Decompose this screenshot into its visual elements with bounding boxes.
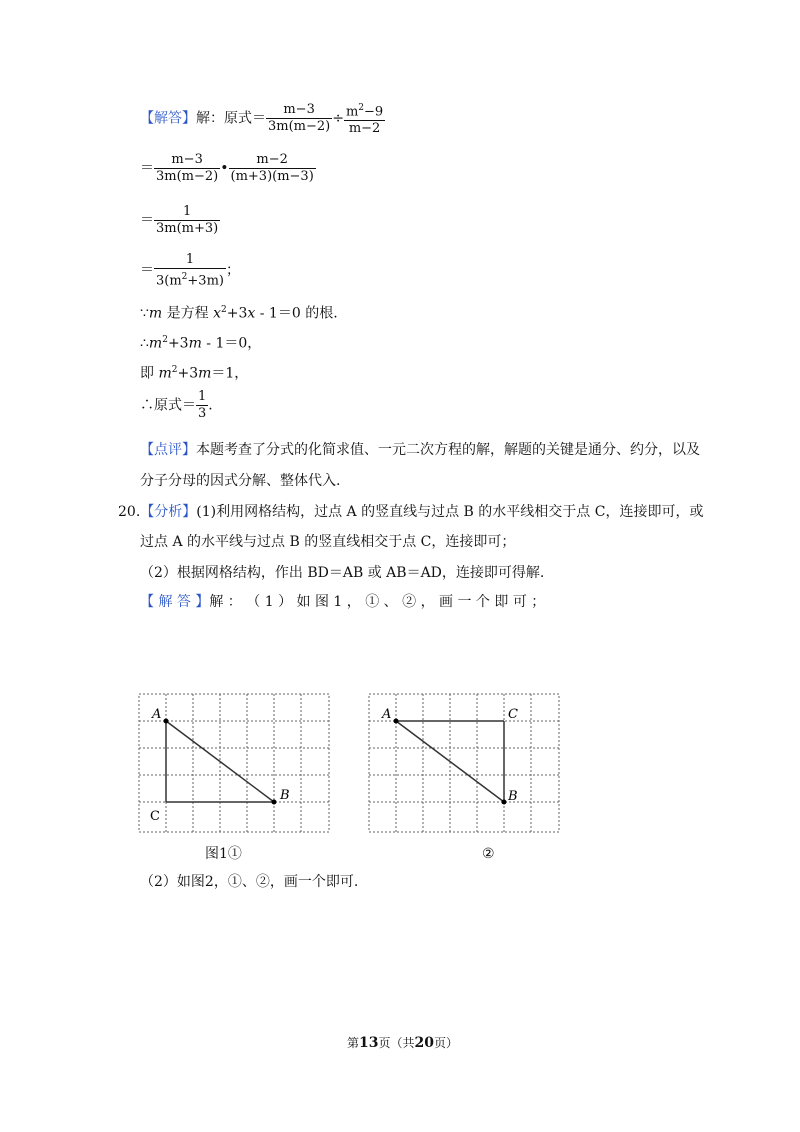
- solution-line5: ∵m 是方程 $x^2+3x - 1=0$ 的根.: [140, 305, 338, 322]
- operator: •: [220, 160, 229, 177]
- page-footer: 第13页（共20页）: [347, 1035, 459, 1051]
- grid-figure-1: [135, 690, 335, 840]
- solution-line6: $\therefore m^2+3m - 1=0$，: [140, 335, 262, 352]
- solution-line7: 即 $m^2+3m=1$，: [140, 365, 249, 382]
- fraction: $\frac{1}{3(m^2+3m)}$: [156, 252, 224, 289]
- numerator: $m^2-9$: [345, 103, 384, 120]
- operator: ÷: [332, 110, 344, 127]
- q20-analysis-line2: 过点 A 的水平线与过点 B 的竖直线相交于点 C，连接即可；: [140, 534, 516, 550]
- point-label-c: C: [150, 809, 160, 824]
- point-label-a: A: [152, 707, 162, 722]
- semicolon: ；: [225, 262, 240, 279]
- point-label-a: A: [382, 707, 392, 722]
- q20-part2: （2）如图2，①、②，画一个即可.: [140, 874, 359, 890]
- point-label-c: C: [508, 707, 518, 722]
- figure1-caption: 图1①: [205, 846, 242, 862]
- solution-line8: ∴原式＝ $\frac{1}{3}$ .: [140, 389, 213, 421]
- comment-line1: 【点评】本题考查了分式的化简求值、一元二次方程的解，解题的关键是通分、约分，以及: [140, 442, 700, 458]
- answer-tag: 【解答】: [140, 110, 196, 127]
- grid-figure-2: [365, 690, 565, 840]
- answer-tag: 【 解 答 】: [140, 594, 210, 610]
- page-total: 20: [414, 1035, 434, 1051]
- equals: ＝: [140, 212, 154, 229]
- fraction: [344, 100, 385, 137]
- solution-step1: [140, 100, 385, 137]
- point-label-b: B: [508, 789, 518, 804]
- denominator: m−2: [344, 120, 385, 137]
- solution-step2: [140, 152, 316, 185]
- equals: ＝: [140, 262, 154, 279]
- solution-step3: [140, 204, 220, 237]
- q20-analysis-line1: 20.【分析】(1)利用网格结构，过点 A 的竖直线与过点 B 的水平线相交于点 C，连接即可，或: [118, 504, 704, 520]
- denominator: 3m(m−2): [268, 119, 331, 135]
- fraction: $\frac{1}{3}$: [198, 389, 207, 421]
- page-number: 13: [359, 1035, 379, 1051]
- solution-step4: [140, 252, 240, 289]
- equals: ＝: [140, 160, 154, 177]
- point-label-b: B: [280, 788, 290, 803]
- figure2-caption: ②: [482, 846, 495, 862]
- intro-text: 解：原式＝: [196, 110, 266, 127]
- comment-tag: 【点评】: [140, 442, 196, 458]
- fraction: $\frac{1}{3m(m+3)}$: [156, 204, 219, 236]
- question-number: 20.: [118, 504, 141, 520]
- comment-line2: 分子分母的因式分解、整体代入.: [140, 473, 341, 489]
- q20-answer-line1: 【 解 答 】解 ： （ 1 ） 如 图 1 ， ① 、 ② ， 画 一 个 即 可 ；: [140, 594, 546, 610]
- fraction: [266, 102, 332, 135]
- q20-analysis-line3: （2）根据网格结构，作出 BD＝AB 或 AB＝AD，连接即可得解.: [140, 565, 545, 581]
- numerator: m−3: [283, 102, 315, 118]
- fraction: $\frac{m-2}{(m+3)(m-3)}$: [230, 152, 314, 184]
- analysis-tag: 【分析】: [140, 504, 197, 520]
- fraction: $\frac{m-3}{3m(m-2)}$: [156, 152, 219, 184]
